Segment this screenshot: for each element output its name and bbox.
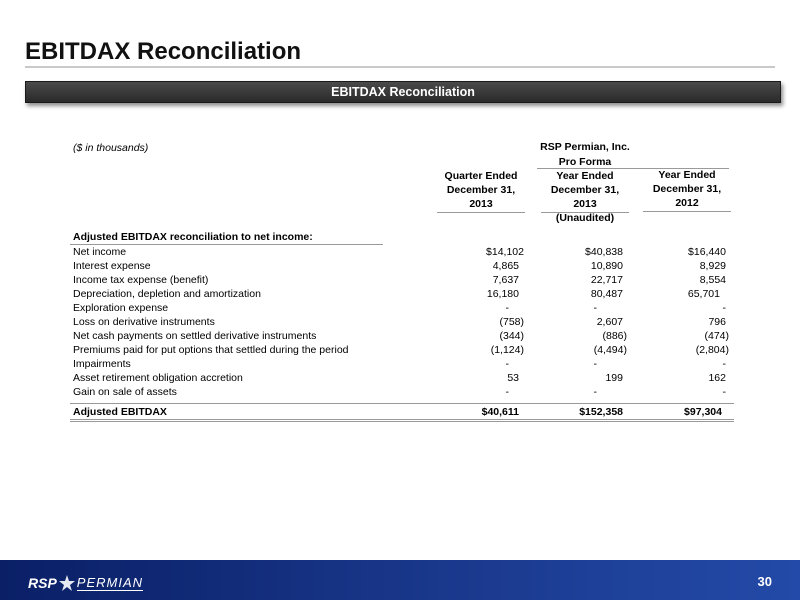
col1-line2: December 31,	[446, 184, 516, 196]
col1-line1: Quarter Ended	[444, 170, 518, 182]
star-icon	[58, 574, 76, 592]
page-title: EBITDAX Reconciliation	[25, 38, 302, 65]
cell-quarter: 4,865	[492, 260, 519, 272]
cell-year-2013: 2,607	[596, 316, 623, 328]
title-divider	[25, 66, 775, 68]
cell-quarter: (344)	[499, 330, 524, 342]
cell-year-2012: (2,804)	[695, 344, 729, 356]
cell-year-2013: -	[593, 302, 597, 314]
cell-year-2013: 199	[605, 372, 623, 384]
cell-quarter: (1,124)	[490, 344, 524, 356]
section-underline	[70, 244, 383, 245]
total-bottom-rule-1	[70, 419, 734, 420]
logo-rsp-text: RSP	[28, 575, 57, 591]
col2-line1: Year Ended	[556, 170, 614, 182]
total-year-2012: $97,304	[684, 406, 722, 418]
cell-quarter: -	[505, 386, 509, 398]
cell-year-2012: 65,701	[687, 288, 720, 300]
cell-year-2012: 796	[708, 316, 726, 328]
unaudited-label: (Unaudited)	[555, 212, 615, 224]
cell-year-2012: 162	[708, 372, 726, 384]
cell-quarter: -	[505, 302, 509, 314]
col2-line3: 2013	[573, 198, 597, 210]
cell-year-2012: -	[722, 302, 726, 314]
total-label: Adjusted EBITDAX	[73, 406, 167, 418]
col3-line1: Year Ended	[658, 169, 716, 181]
page-number: 30	[757, 574, 772, 589]
cell-quarter: -	[505, 358, 509, 370]
row-label: Interest expense	[73, 260, 151, 272]
total-bottom-rule-2	[70, 421, 734, 422]
cell-quarter: $14,102	[486, 246, 524, 258]
cell-quarter: 16,180	[486, 288, 519, 300]
section-label: Adjusted EBITDAX reconciliation to net income:	[73, 231, 313, 243]
row-label: Depreciation, depletion and amortization	[73, 288, 261, 300]
row-label: Gain on sale of assets	[73, 386, 177, 398]
cell-year-2012: 8,554	[699, 274, 726, 286]
col1-rule	[437, 212, 525, 213]
cell-year-2013: 10,890	[590, 260, 623, 272]
cell-year-2012: -	[722, 386, 726, 398]
cell-year-2013: -	[593, 386, 597, 398]
total-quarter: $40,611	[481, 406, 519, 418]
cell-year-2013: 80,487	[590, 288, 623, 300]
total-year-2013: $152,358	[579, 406, 623, 418]
col3-line2: December 31,	[652, 183, 722, 195]
section-banner: EBITDAX Reconciliation	[25, 81, 781, 103]
cell-quarter: 53	[507, 372, 519, 384]
cell-quarter: (758)	[499, 316, 524, 328]
row-label: Net cash payments on settled derivative instruments	[73, 330, 317, 342]
cell-year-2013: $40,838	[585, 246, 623, 258]
cell-year-2013: (886)	[602, 330, 627, 342]
row-label: Income tax expense (benefit)	[73, 274, 209, 286]
cell-year-2012: (474)	[704, 330, 729, 342]
row-label: Asset retirement obligation accretion	[73, 372, 243, 384]
rsp-permian-logo	[28, 573, 143, 593]
row-label: Loss on derivative instruments	[73, 316, 215, 328]
cell-year-2012: -	[722, 358, 726, 370]
cell-year-2013: 22,717	[590, 274, 623, 286]
row-label: Net income	[73, 246, 127, 258]
cell-year-2013: (4,494)	[593, 344, 627, 356]
col3-line3: 2012	[675, 197, 699, 209]
col3-rule	[643, 211, 731, 212]
row-label: Exploration expense	[73, 302, 169, 314]
company-header: RSP Permian, Inc.	[540, 141, 630, 153]
cell-year-2012: $16,440	[688, 246, 726, 258]
cell-quarter: 7,637	[492, 274, 519, 286]
logo-permian-text: PERMIAN	[76, 574, 144, 590]
cell-year-2012: 8,929	[699, 260, 726, 272]
total-top-rule	[70, 403, 734, 404]
row-label: Premiums paid for put options that settled during the period	[73, 344, 349, 356]
pro-forma-header: Pro Forma	[558, 156, 612, 168]
row-label: Impairments	[73, 358, 131, 370]
cell-year-2013: -	[593, 358, 597, 370]
col1-line3: 2013	[469, 198, 493, 210]
col2-line2: December 31,	[550, 184, 620, 196]
units-note: ($ in thousands)	[73, 142, 149, 154]
